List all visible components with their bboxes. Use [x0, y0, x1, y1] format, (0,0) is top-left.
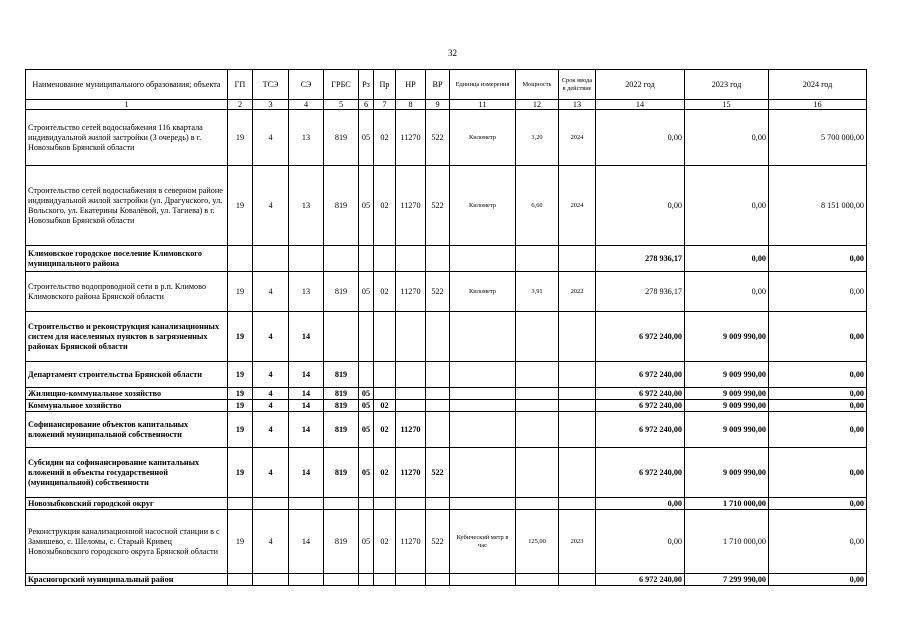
se-cell — [289, 498, 324, 510]
amount-2024-cell: 0,00 — [769, 362, 867, 388]
nr-cell: 11270 — [396, 272, 426, 312]
pr-cell — [374, 388, 396, 400]
vr-cell: 522 — [426, 448, 450, 498]
tse-cell: 4 — [253, 388, 289, 400]
commission-year-cell — [559, 498, 596, 510]
amount-2023-cell: 7 299 990,00 — [685, 574, 769, 586]
table-row — [26, 400, 867, 412]
amount-2023-cell: 0,00 — [685, 272, 769, 312]
vr-cell — [426, 400, 450, 412]
amount-2022-cell: 0,00 — [596, 498, 685, 510]
grbs-cell — [324, 246, 359, 272]
column-number: 15 — [685, 100, 769, 110]
capacity-cell — [516, 400, 559, 412]
vr-cell — [426, 312, 450, 362]
rz-cell: 05 — [359, 412, 374, 448]
column-number: 2 — [228, 100, 253, 110]
se-cell: 14 — [289, 510, 324, 574]
gp-cell: 19 — [228, 272, 253, 312]
grbs-cell: 819 — [324, 272, 359, 312]
nr-cell: 11270 — [396, 510, 426, 574]
tse-cell: 4 — [253, 362, 289, 388]
se-cell: 14 — [289, 412, 324, 448]
commission-year-cell: 2022 — [559, 272, 596, 312]
amount-2022-cell: 6 972 240,00 — [596, 388, 685, 400]
object-name-cell: Жилищно-коммунальное хозяйство — [26, 388, 228, 400]
object-name-cell: Строительство сетей водоснабжения в северном районе индивидуальной жилой застройки (ул. Драгунского, ул. Вольского, ул. Екатерины Ковалёвой, ул. Тагиева) в г. Новозыбков Брянской области — [26, 166, 228, 246]
rz-cell: 05 — [359, 110, 374, 166]
amount-2024-cell: 0,00 — [769, 498, 867, 510]
page-number: 32 — [448, 48, 457, 58]
column-number: 7 — [374, 100, 396, 110]
amount-2023-cell: 9 009 990,00 — [685, 412, 769, 448]
tse-cell — [253, 498, 289, 510]
pr-cell: 02 — [374, 400, 396, 412]
header-row — [26, 70, 867, 100]
rz-cell — [359, 312, 374, 362]
commission-year-cell: 2024 — [559, 110, 596, 166]
commission-year-cell: 2024 — [559, 166, 596, 246]
gp-cell: 19 — [228, 510, 253, 574]
rz-cell: 05 — [359, 272, 374, 312]
tse-cell: 4 — [253, 448, 289, 498]
header-cell: 2024 год — [769, 70, 867, 100]
object-name-cell: Красногорский муниципальный район — [26, 574, 228, 586]
amount-2023-cell: 0,00 — [685, 110, 769, 166]
pr-cell — [374, 498, 396, 510]
commission-year-cell — [559, 412, 596, 448]
header-cell: Наименование муниципального образования; объекта — [26, 70, 228, 100]
column-number: 9 — [426, 100, 450, 110]
capacity-cell: 6,60 — [516, 166, 559, 246]
header-cell: 2023 год — [685, 70, 769, 100]
header-cell: ТСЭ — [253, 70, 289, 100]
grbs-cell: 819 — [324, 448, 359, 498]
capacity-cell — [516, 448, 559, 498]
capacity-cell: 3,20 — [516, 110, 559, 166]
vr-cell — [426, 412, 450, 448]
se-cell: 13 — [289, 166, 324, 246]
object-name-cell: Софинансирование объектов капитальных вложений муниципальной собственности — [26, 412, 228, 448]
tse-cell: 4 — [253, 312, 289, 362]
amount-2023-cell: 0,00 — [685, 166, 769, 246]
se-cell: 14 — [289, 312, 324, 362]
amount-2024-cell: 0,00 — [769, 246, 867, 272]
grbs-cell: 819 — [324, 388, 359, 400]
pr-cell: 02 — [374, 412, 396, 448]
grbs-cell: 819 — [324, 362, 359, 388]
amount-2022-cell: 6 972 240,00 — [596, 574, 685, 586]
rz-cell — [359, 498, 374, 510]
amount-2022-cell: 0,00 — [596, 110, 685, 166]
gp-cell: 19 — [228, 166, 253, 246]
vr-cell — [426, 388, 450, 400]
header-cell: Пр — [374, 70, 396, 100]
unit-cell: Километр — [450, 166, 516, 246]
column-number: 12 — [516, 100, 559, 110]
unit-cell — [450, 574, 516, 586]
column-number: 4 — [289, 100, 324, 110]
gp-cell: 19 — [228, 400, 253, 412]
gp-cell: 19 — [228, 362, 253, 388]
unit-cell — [450, 448, 516, 498]
nr-cell — [396, 574, 426, 586]
amount-2023-cell: 0,00 — [685, 246, 769, 272]
rz-cell: 05 — [359, 166, 374, 246]
se-cell — [289, 246, 324, 272]
amount-2023-cell: 9 009 990,00 — [685, 312, 769, 362]
amount-2024-cell: 0,00 — [769, 412, 867, 448]
pr-cell — [374, 362, 396, 388]
unit-cell — [450, 498, 516, 510]
header-cell: ГРБС — [324, 70, 359, 100]
grbs-cell: 819 — [324, 166, 359, 246]
pr-cell — [374, 574, 396, 586]
table-row — [26, 312, 867, 362]
object-name-cell: Субсидии на софинансирование капитальных вложений в объекты государственной (муниципальной) собственности — [26, 448, 228, 498]
amount-2022-cell: 6 972 240,00 — [596, 362, 685, 388]
table-body — [26, 110, 867, 586]
se-cell: 14 — [289, 388, 324, 400]
amount-2022-cell: 6 972 240,00 — [596, 412, 685, 448]
unit-cell — [450, 412, 516, 448]
grbs-cell: 819 — [324, 400, 359, 412]
object-name-cell: Департамент строительства Брянской области — [26, 362, 228, 388]
grbs-cell: 819 — [324, 412, 359, 448]
capacity-cell — [516, 246, 559, 272]
column-number: 13 — [559, 100, 596, 110]
tse-cell: 4 — [253, 272, 289, 312]
header-cell: 2022 год — [596, 70, 685, 100]
header-cell: Срок ввода в действие — [559, 70, 596, 100]
se-cell — [289, 574, 324, 586]
vr-cell: 522 — [426, 272, 450, 312]
gp-cell: 19 — [228, 388, 253, 400]
amount-2022-cell: 0,00 — [596, 166, 685, 246]
capacity-cell: 125,00 — [516, 510, 559, 574]
unit-cell — [450, 400, 516, 412]
commission-year-cell — [559, 246, 596, 272]
column-number: 8 — [396, 100, 426, 110]
se-cell: 14 — [289, 362, 324, 388]
rz-cell — [359, 574, 374, 586]
amount-2024-cell: 0,00 — [769, 400, 867, 412]
commission-year-cell — [559, 388, 596, 400]
table-row — [26, 246, 867, 272]
capacity-cell: 3,91 — [516, 272, 559, 312]
amount-2023-cell: 9 009 990,00 — [685, 362, 769, 388]
object-name-cell: Строительство и реконструкция канализационных систем для населенных пунктов в загрязненных районах Брянской области — [26, 312, 228, 362]
capacity-cell — [516, 412, 559, 448]
gp-cell: 19 — [228, 448, 253, 498]
capacity-cell — [516, 574, 559, 586]
unit-cell: Километр — [450, 272, 516, 312]
rz-cell: 05 — [359, 510, 374, 574]
grbs-cell: 819 — [324, 510, 359, 574]
pr-cell — [374, 246, 396, 272]
tse-cell — [253, 246, 289, 272]
column-number: 14 — [596, 100, 685, 110]
unit-cell — [450, 362, 516, 388]
commission-year-cell — [559, 448, 596, 498]
grbs-cell: 819 — [324, 110, 359, 166]
budget-table — [25, 69, 867, 586]
nr-cell — [396, 498, 426, 510]
object-name-cell: Строительство водопроводной сети в р.п. Климово Климовского района Брянской области — [26, 272, 228, 312]
amount-2023-cell: 1 710 000,00 — [685, 498, 769, 510]
gp-cell: 19 — [228, 312, 253, 362]
se-cell: 14 — [289, 400, 324, 412]
tse-cell: 4 — [253, 412, 289, 448]
object-name-cell: Реконструкция канализационной насосной станции в с Замишево, с. Шеломы, с. Старый Кривец Новозыбковского городского округа Брянской области — [26, 510, 228, 574]
vr-cell — [426, 498, 450, 510]
header-cell: Единица измерения — [450, 70, 516, 100]
se-cell: 13 — [289, 110, 324, 166]
vr-cell — [426, 362, 450, 388]
tse-cell: 4 — [253, 166, 289, 246]
table-row — [26, 388, 867, 400]
vr-cell: 522 — [426, 110, 450, 166]
pr-cell: 02 — [374, 272, 396, 312]
vr-cell: 522 — [426, 166, 450, 246]
column-number: 11 — [450, 100, 516, 110]
gp-cell — [228, 498, 253, 510]
column-number: 3 — [253, 100, 289, 110]
table-row — [26, 498, 867, 510]
capacity-cell — [516, 362, 559, 388]
gp-cell: 19 — [228, 110, 253, 166]
rz-cell: 05 — [359, 400, 374, 412]
nr-cell: 11270 — [396, 110, 426, 166]
gp-cell — [228, 246, 253, 272]
unit-cell — [450, 246, 516, 272]
header-cell: СЭ — [289, 70, 324, 100]
object-name-cell: Строительство сетей водоснабжения 116 квартала индивидуальной жилой застройки (3 очередь) в г. Новозыбков Брянской области — [26, 110, 228, 166]
grbs-cell — [324, 574, 359, 586]
table-row — [26, 362, 867, 388]
unit-cell — [450, 388, 516, 400]
amount-2024-cell: 8 151 000,00 — [769, 166, 867, 246]
amount-2024-cell: 0,00 — [769, 272, 867, 312]
vr-cell — [426, 574, 450, 586]
amount-2024-cell: 0,00 — [769, 312, 867, 362]
amount-2022-cell: 278 936,17 — [596, 246, 685, 272]
amount-2023-cell: 9 009 990,00 — [685, 388, 769, 400]
rz-cell: 05 — [359, 388, 374, 400]
table-row — [26, 110, 867, 166]
commission-year-cell — [559, 400, 596, 412]
column-number-row — [26, 100, 867, 110]
pr-cell: 02 — [374, 448, 396, 498]
object-name-cell: Коммунальное хозяйство — [26, 400, 228, 412]
pr-cell: 02 — [374, 166, 396, 246]
amount-2022-cell: 6 972 240,00 — [596, 448, 685, 498]
rz-cell — [359, 246, 374, 272]
vr-cell: 522 — [426, 510, 450, 574]
amount-2024-cell: 0,00 — [769, 388, 867, 400]
header-cell: ВР — [426, 70, 450, 100]
gp-cell: 19 — [228, 412, 253, 448]
amount-2024-cell: 0,00 — [769, 448, 867, 498]
table-row — [26, 448, 867, 498]
header-cell: Мощность — [516, 70, 559, 100]
object-name-cell: Климовское городское поселение Климовского муниципального района — [26, 246, 228, 272]
table-row — [26, 412, 867, 448]
unit-cell: Километр — [450, 110, 516, 166]
pr-cell — [374, 312, 396, 362]
commission-year-cell — [559, 574, 596, 586]
amount-2024-cell: 0,00 — [769, 510, 867, 574]
amount-2024-cell: 0,00 — [769, 574, 867, 586]
table-row — [26, 166, 867, 246]
amount-2023-cell: 1 710 000,00 — [685, 510, 769, 574]
nr-cell — [396, 400, 426, 412]
unit-cell — [450, 312, 516, 362]
pr-cell: 02 — [374, 110, 396, 166]
amount-2022-cell: 278 936,17 — [596, 272, 685, 312]
column-number: 16 — [769, 100, 867, 110]
tse-cell: 4 — [253, 400, 289, 412]
se-cell: 13 — [289, 272, 324, 312]
grbs-cell — [324, 312, 359, 362]
nr-cell: 11270 — [396, 448, 426, 498]
se-cell: 14 — [289, 448, 324, 498]
column-number: 5 — [324, 100, 359, 110]
commission-year-cell: 2023 — [559, 510, 596, 574]
grbs-cell — [324, 498, 359, 510]
table-row — [26, 510, 867, 574]
amount-2022-cell: 6 972 240,00 — [596, 400, 685, 412]
column-number: 6 — [359, 100, 374, 110]
amount-2024-cell: 5 700 000,00 — [769, 110, 867, 166]
unit-cell: Кубический метр в час — [450, 510, 516, 574]
tse-cell: 4 — [253, 510, 289, 574]
table-row — [26, 574, 867, 586]
amount-2023-cell: 9 009 990,00 — [685, 448, 769, 498]
tse-cell — [253, 574, 289, 586]
rz-cell: 05 — [359, 448, 374, 498]
object-name-cell: Новозыбковский городской округ — [26, 498, 228, 510]
table-row — [26, 272, 867, 312]
header-cell: НР — [396, 70, 426, 100]
capacity-cell — [516, 388, 559, 400]
capacity-cell — [516, 312, 559, 362]
capacity-cell — [516, 498, 559, 510]
amount-2022-cell: 6 972 240,00 — [596, 312, 685, 362]
nr-cell — [396, 362, 426, 388]
nr-cell — [396, 312, 426, 362]
commission-year-cell — [559, 362, 596, 388]
nr-cell — [396, 388, 426, 400]
vr-cell — [426, 246, 450, 272]
amount-2023-cell: 9 009 990,00 — [685, 400, 769, 412]
header-cell: Рз — [359, 70, 374, 100]
tse-cell: 4 — [253, 110, 289, 166]
nr-cell: 11270 — [396, 166, 426, 246]
column-number: 1 — [26, 100, 228, 110]
nr-cell — [396, 246, 426, 272]
rz-cell — [359, 362, 374, 388]
pr-cell: 02 — [374, 510, 396, 574]
amount-2022-cell: 0,00 — [596, 510, 685, 574]
gp-cell — [228, 574, 253, 586]
commission-year-cell — [559, 312, 596, 362]
header-cell: ГП — [228, 70, 253, 100]
nr-cell: 11270 — [396, 412, 426, 448]
